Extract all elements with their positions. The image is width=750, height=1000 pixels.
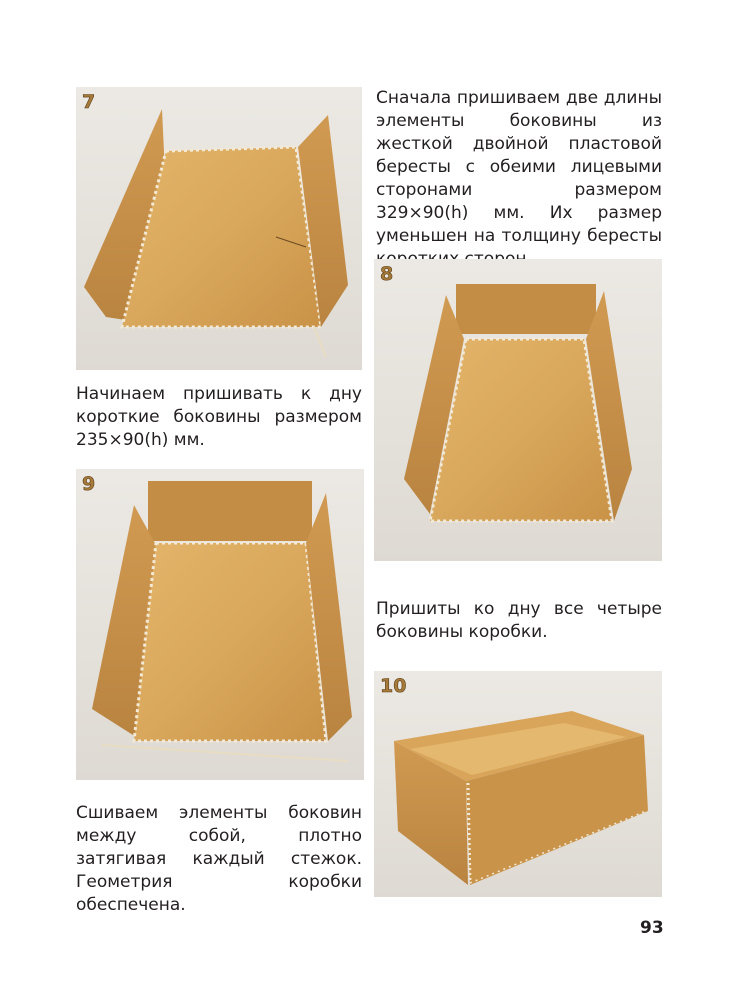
birch-box-four-sides-image xyxy=(374,259,662,561)
step-number: 7 xyxy=(82,91,96,113)
photo-step-7 xyxy=(76,87,362,370)
step-number: 8 xyxy=(380,263,394,285)
birch-box-finished-image xyxy=(374,671,662,897)
birch-box-bottom-short-sides-image xyxy=(76,87,362,370)
paragraph-intro: Сначала пришиваем две длины элементы боковины из жесткой двойной пластовой бересты с обеими лицевыми сторонами размером 329×90(h) мм. Их размер уменьшен на толщину бересты xyxy=(376,88,662,246)
paragraph-four-sides: Пришиты ко дну все четыре боковины коробки. xyxy=(376,599,662,642)
photo-step-10 xyxy=(374,671,662,897)
page-number: 93 xyxy=(640,918,664,938)
paragraph-short-sides: Начинаем пришивать к дну короткие боковины размером 235×90(h) мм. xyxy=(76,384,362,450)
photo-step-8 xyxy=(374,259,662,561)
step-number: 10 xyxy=(380,675,407,697)
paragraph-stitch-sides: Сшиваем элементы боковин между собой, плотно затягивая каждый стежок. Геометрия коробки обеспечена. xyxy=(76,803,362,915)
step-number: 9 xyxy=(82,473,96,495)
photo-step-9 xyxy=(76,469,364,780)
birch-box-sides-standing-image xyxy=(76,469,364,780)
